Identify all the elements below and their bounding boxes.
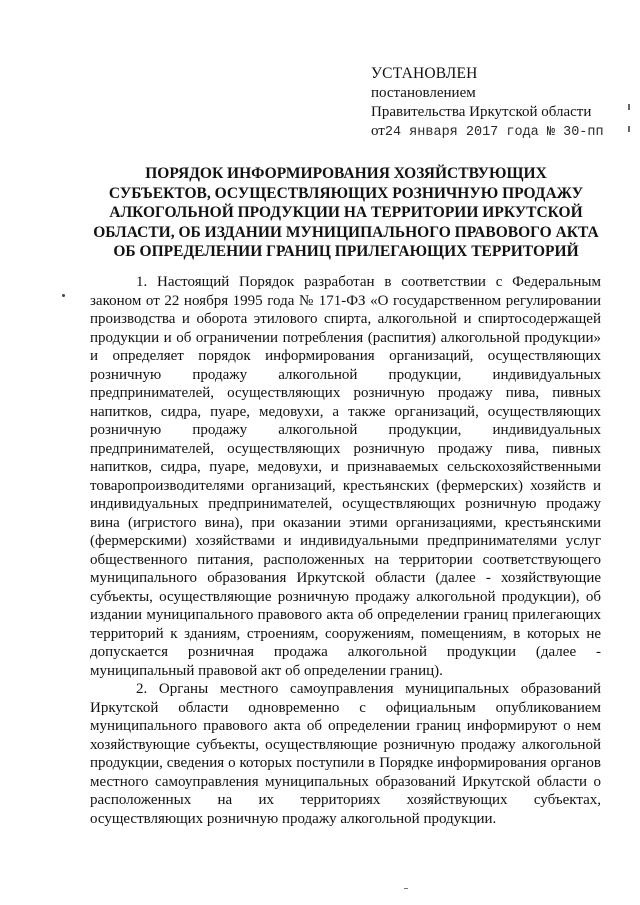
document-body: [90, 273, 601, 828]
paragraph-1: 1. Настоящий Порядок разработан в соответствии с Федеральным законом от 22 ноября 1995 года № 171-ФЗ «О государственном регулировании производства и оборота этилового спирта, алкогольной и спиртосодержащей продукции и об ограничении потребления (распития) алкогольной продукции» и определяет порядок информирования организаций, осуществляющих розничную продажу алкогольной продукции, индивидуальных предпринимателей, осуществляющих розничную продажу пива, пивных напитков, сидра, пуаре, медовухи, а также организаций, осуществляющих розничную продажу алкогольной продукции, индивидуальных предпринимателей, осуществляющих розничную продажу пива, пивных напитков, сидра, пуаре, медовухи, и признаваемых сельскохозяйственными товаропроизводителями организаций, крестьянских (фермерских) хозяйств и индивидуальных предпринимателей, осуществляющих розничную продажу вина (игристого вина), при оказании этими организациями, крестьянскими (фермерскими) хозяйствами и индивидуальными предпринимателями услуг общественного питания, расположенных на территории соответствующего муниципального образования Иркутской области (далее - хозяйствующие субъекты, осуществляющие розничную продажу алкогольной продукции), об издании муниципального правового акта об определении границ прилегающих территорий к зданиям, строениям, сооружениям, помещениям, в которых не допускается розничная продажа алкогольной продукции (далее - муниципальный правовой акт об определении границ).: [90, 274, 601, 679]
title-line: ОБЛАСТИ, ОБ ИЗДАНИИ МУНИЦИПАЛЬНОГО ПРАВОВОГО АКТА: [93, 223, 599, 241]
approval-line-2: Правительства Иркутской области: [371, 104, 592, 120]
title-line: ПОРЯДОК ИНФОРМИРОВАНИЯ ХОЗЯЙСТВУЮЩИХ: [145, 165, 547, 182]
scan-speck: [62, 294, 65, 297]
approval-date-line: [371, 122, 604, 142]
approval-heading: УСТАНОВЛЕН: [371, 65, 478, 82]
approval-stamp: [371, 64, 604, 142]
title-line: ОБ ОПРЕДЕЛЕНИИ ГРАНИЦ ПРИЛЕГАЮЩИХ ТЕРРИТОРИЙ: [113, 243, 579, 260]
scan-edge-mark: [628, 126, 630, 132]
approval-line-1: постановлением: [371, 85, 476, 101]
scan-speck: [404, 888, 408, 889]
paragraph-2: 2. Органы местного самоуправления муниципальных образований Иркутской области одновременно с официальным опубликованием муниципального правового акта об определении границ информируют о нем хозяйствующие субъекты, осуществляющие розничную продажу алкогольной продукции, сведения о которых поступили в Порядке информирования органов местного самоуправления муниципальных образований Иркутской области о расположенных на их территориях хозяйствующих субъектах, осуществляющих розничную продажу алкогольной продукции.: [90, 681, 601, 827]
title-line: АЛКОГОЛЬНОЙ ПРОДУКЦИИ НА ТЕРРИТОРИИ ИРКУТСКОЙ: [109, 204, 583, 221]
approval-date-prefix: от: [371, 123, 385, 139]
document-title: [90, 164, 602, 262]
scan-edge-mark: [628, 104, 630, 110]
approval-date-handwritten: 24 января 2017 года № 30-пп: [384, 125, 604, 140]
title-line: СУБЪЕКТОВ, ОСУЩЕСТВЛЯЮЩИХ РОЗНИЧНУЮ ПРОДАЖУ: [108, 184, 584, 202]
